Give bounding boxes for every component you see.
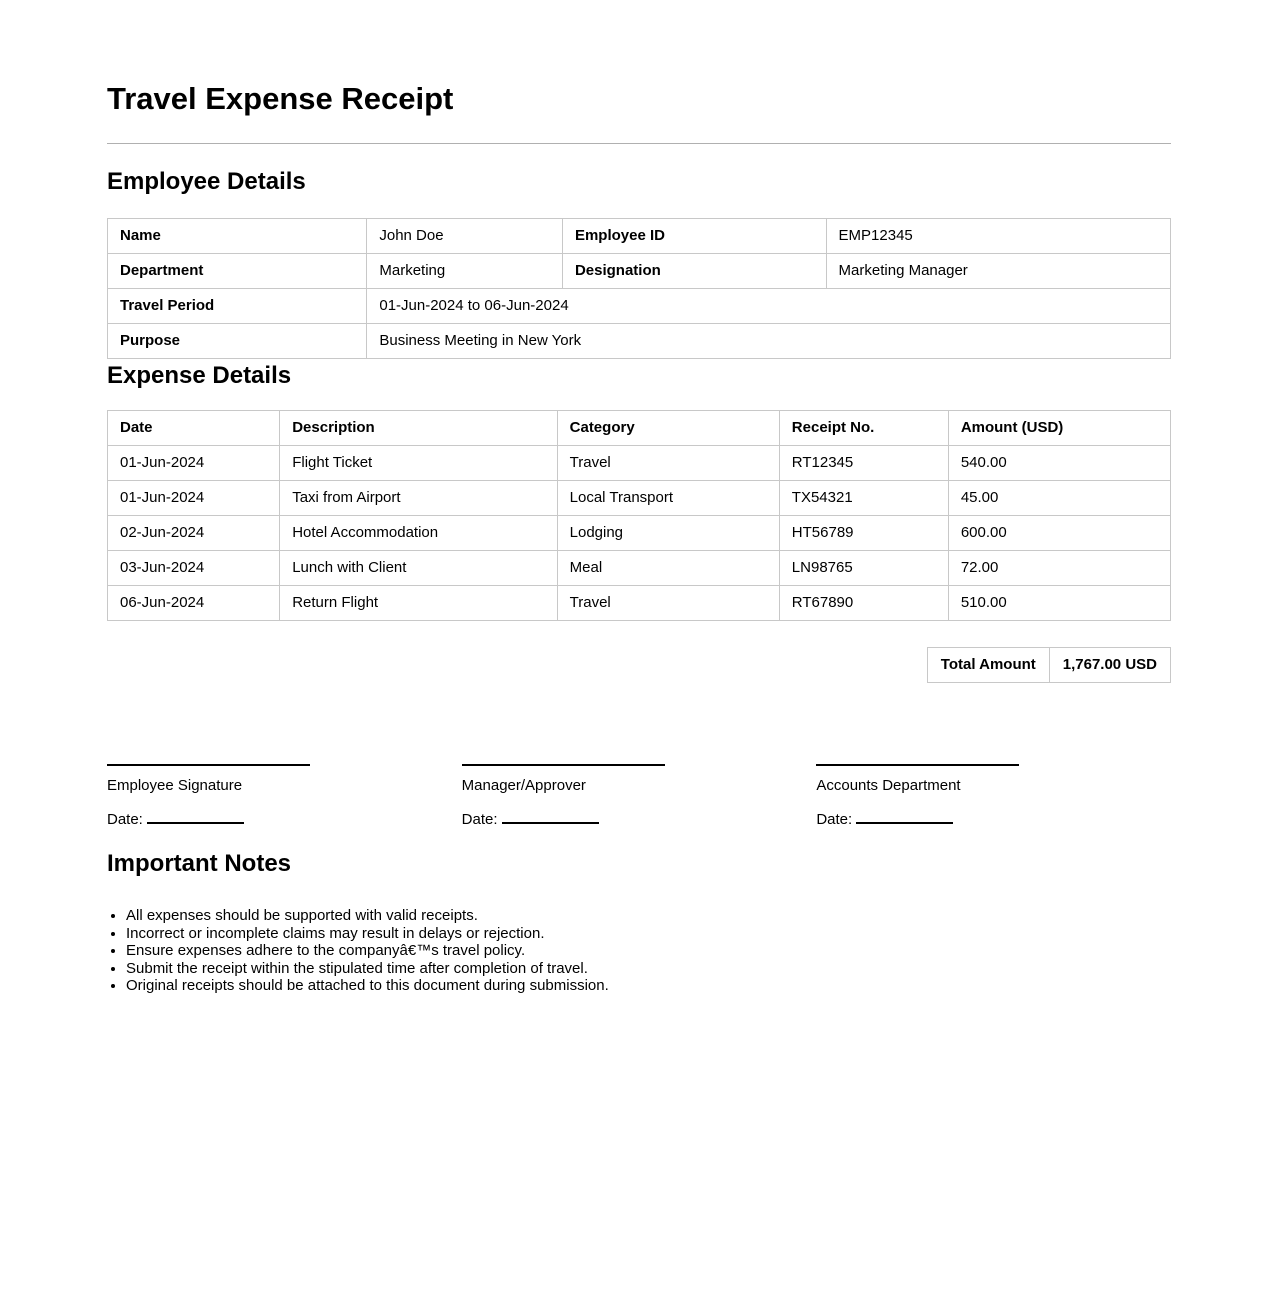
department-label: Department [108,254,367,289]
expense-header-row [108,410,1171,445]
column-header-date: Date [108,410,280,445]
signature-label: Employee Signature [107,776,243,794]
note-item: • Ensure expenses adhere to the companyâ€™s travel policy. [126,942,1171,960]
expense-receipt-no: TX54321 [779,480,948,515]
date-label: Date: [461,810,498,828]
title-divider [107,143,1171,144]
column-header-receipt-no: Receipt No. [779,410,948,445]
expense-description: Flight Ticket [280,445,557,480]
expense-row [108,585,1171,620]
signature-line [816,764,1019,766]
expense-date: 01-Jun-2024 [108,445,280,480]
expense-receipt-no: HT56789 [779,515,948,550]
signature-label: Manager/Approver [461,776,586,794]
signature-section [107,764,1171,828]
important-notes-list [107,907,1171,995]
accounts-signature-block [816,764,1171,828]
expense-description: Lunch with Client [280,550,557,585]
column-header-category: Category [557,410,779,445]
signature-date [462,811,817,828]
name-label: Name [108,219,367,254]
expense-amount: 600.00 [948,515,1170,550]
expense-row [108,515,1171,550]
employee-row-name-id [108,219,1171,254]
purpose-label: Purpose [108,324,367,359]
total-amount-table [927,647,1171,683]
signature-label: Accounts Department [816,776,961,794]
expense-amount: 510.00 [948,585,1170,620]
expense-category: Lodging [557,515,779,550]
expense-description: Taxi from Airport [280,480,557,515]
signature-line [462,764,665,766]
date-fill-line [147,812,244,824]
total-amount-row [927,647,1170,682]
travel-period-value: 01-Jun-2024 to 06-Jun-2024 [367,289,1171,324]
expense-category: Meal [557,550,779,585]
column-header-description: Description [280,410,557,445]
signature-line [107,764,310,766]
department-value: Marketing [367,254,563,289]
expense-date: 01-Jun-2024 [108,480,280,515]
travel-period-label: Travel Period [108,289,367,324]
date-fill-line [856,812,953,824]
date-fill-line [502,812,599,824]
signature-date [816,811,1171,828]
expense-receipt-no: RT67890 [779,585,948,620]
total-amount-label: Total Amount [927,647,1049,682]
expense-details-heading: Expense Details [107,362,292,390]
total-amount-value: 1,767.00 USD [1049,647,1170,682]
designation-value: Marketing Manager [826,254,1170,289]
expense-description: Hotel Accommodation [280,515,557,550]
employee-details-table [107,218,1171,359]
expense-date: 06-Jun-2024 [108,585,280,620]
designation-label: Designation [562,254,826,289]
expense-amount: 72.00 [948,550,1170,585]
employee-row-dept-desig [108,254,1171,289]
employee-id-label: Employee ID [562,219,826,254]
name-value: John Doe [367,219,563,254]
expense-receipt-no: RT12345 [779,445,948,480]
note-item: • Submit the receipt within the stipulated time after completion of travel. [126,960,1171,978]
note-item: • Incorrect or incomplete claims may result in delays or rejection. [126,925,1171,943]
expense-amount: 540.00 [948,445,1170,480]
employee-id-value: EMP12345 [826,219,1170,254]
expense-category: Travel [557,445,779,480]
column-header-amount: Amount (USD) [948,410,1170,445]
expense-date: 03-Jun-2024 [108,550,280,585]
important-notes-heading: Important Notes [107,849,292,877]
purpose-value: Business Meeting in New York [367,324,1171,359]
expense-date: 02-Jun-2024 [108,515,280,550]
note-item: • Original receipts should be attached to this document during submission. [126,977,1171,995]
expense-row [108,550,1171,585]
date-label: Date: [816,810,853,828]
note-item: • All expenses should be supported with valid receipts. [126,907,1171,925]
expense-receipt-no: LN98765 [779,550,948,585]
employee-details-heading: Employee Details [107,167,306,195]
expense-row [108,480,1171,515]
expense-description: Return Flight [280,585,557,620]
manager-signature-block [462,764,817,828]
expense-row [108,445,1171,480]
page-title: Travel Expense Receipt [107,81,454,116]
employee-row-travel-period [108,289,1171,324]
employee-signature-block [107,764,462,828]
expense-amount: 45.00 [948,480,1170,515]
signature-date [107,811,462,828]
expense-category: Local Transport [557,480,779,515]
expense-category: Travel [557,585,779,620]
expense-details-table [107,410,1171,621]
date-label: Date: [107,810,143,828]
total-amount-section [107,647,1171,683]
employee-row-purpose [108,324,1171,359]
document-page [107,0,1171,995]
